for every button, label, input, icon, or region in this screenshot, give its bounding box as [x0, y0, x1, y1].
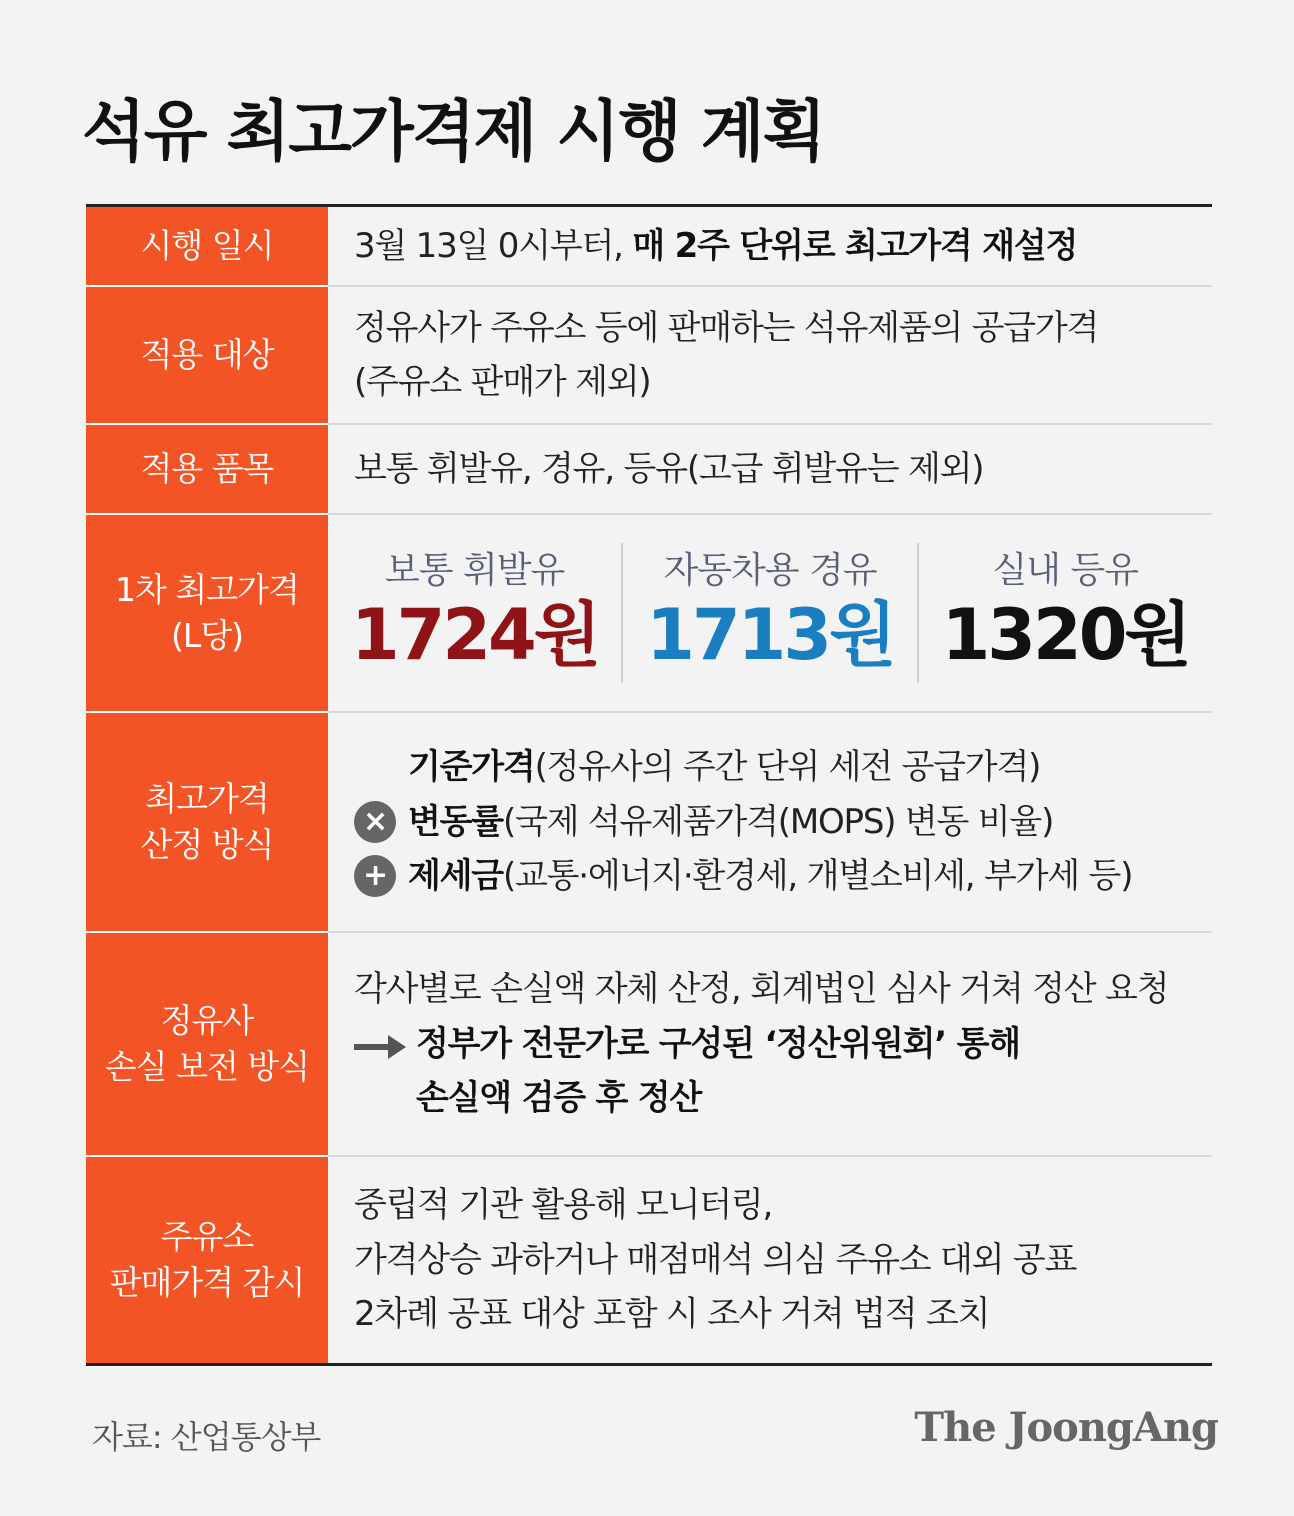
price-diesel-value: 1713원 — [646, 593, 894, 676]
items-text: 보통 휘발유, 경유, 등유(고급 휘발유는 제외) — [354, 448, 984, 489]
compensation-bold-line-1: 정부가 전문가로 구성된 ‘정산위원회’ 통해 — [416, 1023, 1020, 1064]
compensation-text: 각사별로 손실액 자체 산정, 회계법인 심사 거쳐 정산 요청 — [354, 969, 1169, 1010]
content-schedule — [328, 207, 1212, 285]
price-gasoline — [328, 543, 621, 683]
price-columns — [328, 515, 1212, 711]
label-method: 최고가격 산정 방식 — [86, 711, 328, 931]
price-kerosene — [917, 543, 1212, 683]
plus-icon: + — [354, 855, 396, 897]
schedule-bold: 매 2주 단위로 최고가격 재설정 — [632, 225, 1078, 266]
row-items — [86, 423, 1212, 513]
brand-logo: The JoongAng — [914, 1404, 1218, 1451]
method-rate-text: (국제 석유제품가격(MOPS) 변동 비율) — [502, 801, 1054, 842]
method-tax — [354, 849, 1212, 903]
row-target — [86, 285, 1212, 423]
compensation-result — [354, 1017, 1212, 1126]
price-gasoline-name: 보통 휘발유 — [385, 550, 565, 592]
price-diesel — [621, 543, 916, 683]
method-base-bold: 기준가격 — [408, 747, 535, 788]
method-base — [408, 740, 1212, 794]
policy-table — [86, 204, 1212, 1366]
row-method — [86, 711, 1212, 931]
price-kerosene-name: 실내 등유 — [992, 550, 1139, 592]
multiply-icon: × — [354, 801, 396, 843]
schedule-text: 3월 13일 0시부터, — [354, 225, 633, 266]
monitoring-line-1: 중립적 기관 활용해 모니터링, — [354, 1185, 773, 1226]
content-monitoring — [328, 1157, 1212, 1363]
price-diesel-name: 자동차용 경유 — [663, 550, 877, 592]
label-price: 1차 최고가격 (L당) — [86, 513, 328, 711]
label-items: 적용 품목 — [86, 423, 328, 513]
content-compensation — [328, 933, 1212, 1155]
price-gasoline-value: 1724원 — [350, 593, 599, 676]
label-target: 적용 대상 — [86, 285, 328, 423]
row-compensation — [86, 931, 1212, 1155]
content-target — [328, 287, 1212, 423]
compensation-bold-line-2: 손실액 검증 후 정산 — [416, 1078, 702, 1119]
target-line-2: (주유소 판매가 제외) — [354, 362, 651, 402]
target-line-1: 정유사가 주유소 등에 판매하는 석유제품의 공급가격 — [354, 307, 1099, 348]
label-schedule: 시행 일시 — [86, 207, 328, 285]
row-monitoring — [86, 1155, 1212, 1363]
monitoring-line-3: 2차례 공표 대상 포함 시 조사 거쳐 법적 조치 — [354, 1294, 990, 1335]
price-kerosene-value: 1320원 — [941, 593, 1190, 676]
row-price — [86, 513, 1212, 711]
method-base-text: (정유사의 주간 단위 세전 공급가격) — [534, 747, 1041, 788]
method-tax-text: (교통·에너지·환경세, 개별소비세, 부가세 등) — [502, 856, 1133, 897]
source-text: 자료: 산업통상부 — [92, 1418, 321, 1456]
page-title: 석유 최고가격제 시행 계획 — [82, 93, 825, 170]
method-rate-bold: 변동률 — [408, 801, 503, 842]
label-compensation: 정유사 손실 보전 방식 — [86, 931, 328, 1155]
right-arrow-icon — [354, 1035, 406, 1059]
monitoring-line-2: 가격상승 과하거나 매점매석 의심 주유소 대외 공표 — [354, 1239, 1077, 1280]
method-tax-bold: 제세금 — [408, 856, 503, 897]
label-monitoring: 주유소 판매가격 감시 — [86, 1155, 328, 1363]
row-schedule — [86, 207, 1212, 285]
content-items — [328, 425, 1212, 513]
content-method — [328, 713, 1212, 931]
method-rate — [354, 795, 1212, 849]
